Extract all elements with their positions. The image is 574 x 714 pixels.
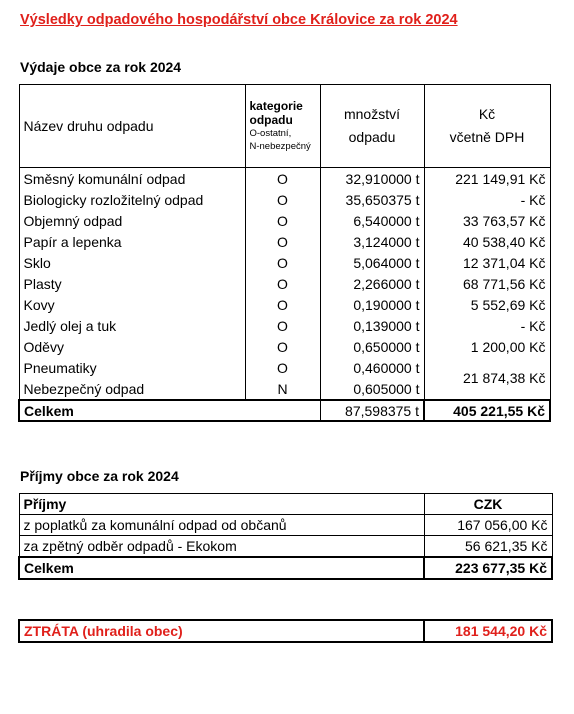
income-total-label: Celkem [19, 557, 424, 579]
total-label: Celkem [19, 400, 245, 421]
col-header-cost [424, 85, 550, 168]
category-note-2: N-nebezpečný [249, 141, 311, 152]
waste-quantity: 0,650000 t [320, 336, 424, 357]
table-row [19, 536, 552, 558]
waste-quantity: 0,605000 t [320, 378, 424, 400]
waste-cost: 12 371,04 Kč [424, 252, 550, 273]
waste-category: O [245, 189, 320, 210]
waste-name: Biologicky rozložitelný odpad [19, 189, 245, 210]
merged-cost: 21 874,38 Kč [424, 357, 550, 400]
quantity-header-line2: odpadu [348, 129, 396, 145]
col-header-quantity [320, 85, 424, 168]
expenses-total-row [19, 400, 550, 421]
waste-category: O [245, 252, 320, 273]
waste-quantity: 0,460000 t [320, 357, 424, 378]
waste-quantity: 0,139000 t [320, 315, 424, 336]
waste-name: Směsný komunální odpad [19, 168, 245, 190]
waste-name: Kovy [19, 294, 245, 315]
waste-category: O [245, 231, 320, 252]
waste-category: O [245, 273, 320, 294]
table-row [19, 252, 550, 273]
waste-cost: 33 763,57 Kč [424, 210, 550, 231]
waste-name: Sklo [19, 252, 245, 273]
table-row [19, 315, 550, 336]
waste-quantity: 5,064000 t [320, 252, 424, 273]
table-row [19, 515, 552, 536]
table-row [19, 231, 550, 252]
waste-category: O [245, 336, 320, 357]
waste-category: O [245, 357, 320, 378]
income-header-row [19, 494, 552, 515]
income-value: 56 621,35 Kč [424, 536, 552, 558]
cost-header-line1: Kč [478, 106, 496, 122]
expenses-header-row [19, 85, 550, 168]
waste-name: Nebezpečný odpad [19, 378, 245, 400]
table-row [19, 357, 550, 378]
waste-name: Objemný odpad [19, 210, 245, 231]
waste-quantity: 6,540000 t [320, 210, 424, 231]
waste-cost: - Kč [424, 189, 550, 210]
col-header-category [245, 85, 320, 168]
waste-name: Plasty [19, 273, 245, 294]
income-table [18, 493, 553, 580]
waste-name: Oděvy [19, 336, 245, 357]
page-title: Výsledky odpadového hospodářství obce Královice za rok 2024 [20, 12, 458, 28]
waste-cost: 40 538,40 Kč [424, 231, 550, 252]
total-quantity: 87,598375 t [320, 400, 424, 421]
loss-table [18, 619, 553, 643]
waste-cost: 1 200,00 Kč [424, 336, 550, 357]
waste-name: Jedlý olej a tuk [19, 315, 245, 336]
table-row [19, 273, 550, 294]
table-row [19, 294, 550, 315]
income-value: 167 056,00 Kč [424, 515, 552, 536]
total-cost: 405 221,55 Kč [424, 400, 550, 421]
waste-name: Papír a lepenka [19, 231, 245, 252]
income-col-label: Příjmy [19, 494, 424, 515]
table-row [19, 189, 550, 210]
income-label: z poplatků za komunální odpad od občanů [19, 515, 424, 536]
waste-category: N [245, 378, 320, 400]
table-row [19, 210, 550, 231]
waste-name: Pneumatiky [19, 357, 245, 378]
table-row [19, 168, 550, 190]
total-category-empty [245, 400, 320, 421]
income-total-row [19, 557, 552, 579]
waste-quantity: 35,650375 t [320, 189, 424, 210]
income-label: za zpětný odběr odpadů - Ekokom [19, 536, 424, 558]
expenses-heading: Výdaje obce za rok 2024 [20, 59, 182, 75]
waste-category: O [245, 315, 320, 336]
category-title-1: kategorie [249, 99, 303, 113]
waste-quantity: 32,910000 t [320, 168, 424, 190]
waste-cost: 68 771,56 Kč [424, 273, 550, 294]
loss-row [19, 620, 552, 642]
loss-label: ZTRÁTA (uhradila obec) [19, 620, 424, 642]
income-heading: Příjmy obce za rok 2024 [20, 468, 179, 484]
waste-category: O [245, 210, 320, 231]
waste-cost: - Kč [424, 315, 550, 336]
expenses-table [18, 84, 551, 422]
waste-quantity: 3,124000 t [320, 231, 424, 252]
col-header-name: Název druhu odpadu [19, 85, 245, 168]
waste-category: O [245, 294, 320, 315]
waste-quantity: 2,266000 t [320, 273, 424, 294]
waste-cost: 221 149,91 Kč [424, 168, 550, 190]
category-note-1: O-ostatní, [249, 128, 292, 139]
waste-quantity: 0,190000 t [320, 294, 424, 315]
income-total-value: 223 677,35 Kč [424, 557, 552, 579]
table-row [19, 336, 550, 357]
waste-category: O [245, 168, 320, 190]
income-col-value: CZK [424, 494, 552, 515]
waste-cost: 5 552,69 Kč [424, 294, 550, 315]
loss-value: 181 544,20 Kč [424, 620, 552, 642]
category-title-2: odpadu [249, 113, 293, 127]
cost-header-line2: včetně DPH [449, 129, 525, 145]
quantity-header-line1: množství [343, 106, 400, 122]
